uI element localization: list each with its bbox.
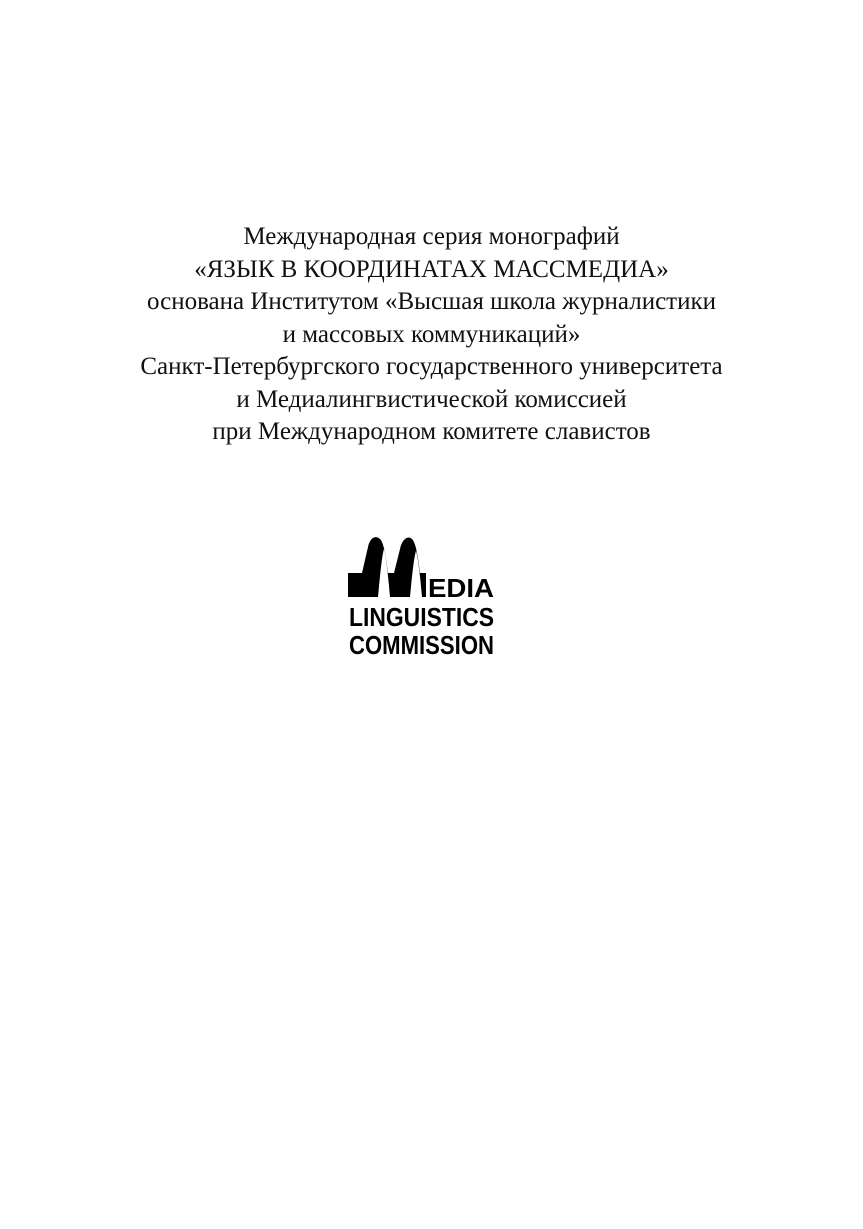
series-line-5: Санкт-Петербургского государственного университета [140, 353, 723, 380]
logo-word-linguistics: LINGUISTICS [349, 602, 494, 632]
logo-mark [348, 535, 498, 660]
series-line-7: при Международном комитете славистов [212, 418, 651, 445]
media-linguistics-commission-logo [348, 535, 498, 660]
series-title-line: «ЯЗЫК В КООРДИНАТАХ МАССМЕДИА» [194, 255, 669, 283]
logo-word-commission: COMMISSION [349, 630, 494, 660]
series-description [0, 221, 863, 449]
series-line-6: и Медиалингвистической комиссией [236, 385, 627, 413]
series-line-4: и массовых коммуникаций» [282, 320, 581, 348]
logo-word-edia: EDIA [428, 573, 495, 603]
series-line-3: основана Институтом «Высшая школа журналистики [146, 288, 717, 315]
series-line-1: Международная серия монографий [243, 223, 620, 250]
